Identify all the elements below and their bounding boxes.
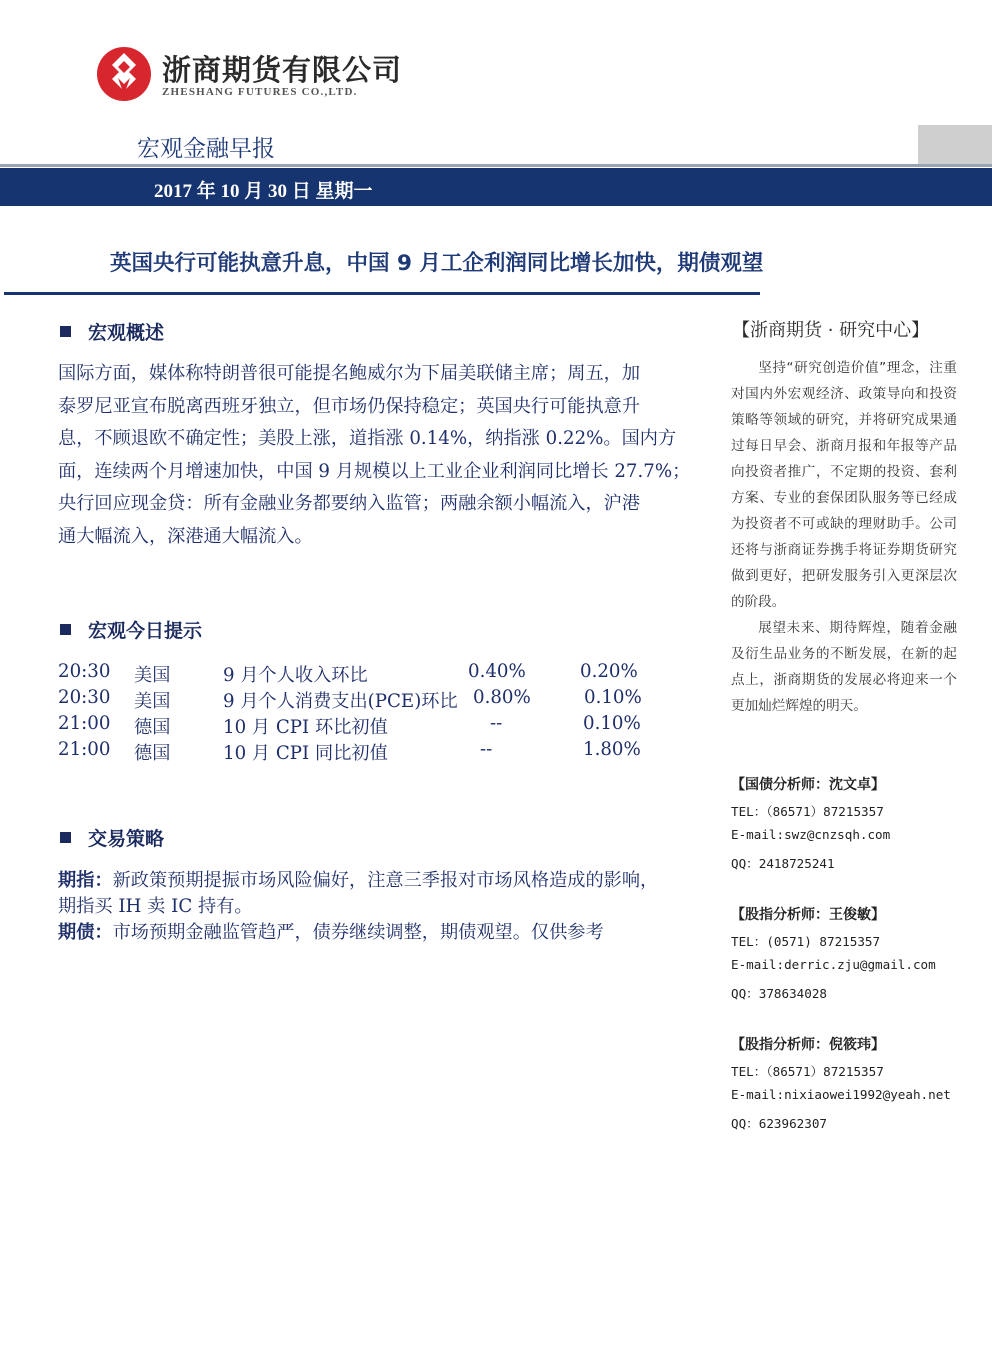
date-band	[0, 168, 992, 206]
report-type-title: 宏观金融早报	[137, 136, 275, 162]
headline-divider	[4, 292, 760, 295]
analyst-qq: QQ：2418725241	[731, 856, 835, 871]
section-heading-today-tips: 宏观今日提示	[60, 616, 202, 643]
headline: 英国央行可能执意升息，中国 9 月工企利润同比增长加快，期债观望	[110, 251, 764, 276]
text-line: 面，连续两个月增速加快，中国 9 月规模以上工业企业利润同比增长 27.7%；	[58, 460, 691, 482]
text-line: 国际方面，媒体称特朗普很可能提名鲍威尔为下届美联储主席；周五，加	[58, 363, 641, 384]
event-current-value: --	[480, 739, 493, 760]
event-previous-value: 0.10%	[583, 713, 641, 734]
event-country: 德国	[134, 717, 171, 738]
analyst-title: 【国债分析师：沈文卓】	[731, 777, 885, 793]
event-country: 德国	[134, 743, 171, 764]
sidebar-outlook-paragraph: 展望未来、期待辉煌，随着金融及衍生品业务的不断发展，在新的起点上，浙商期货的发展必将迎来一个更加灿烂辉煌的明天。	[731, 620, 957, 714]
strategy-label: 期债：	[58, 922, 113, 943]
text-line: 期指买 IH 卖 IC 持有。	[58, 896, 253, 917]
text-line: 央行回应现金贷：所有金融业务都要纳入监管；两融余额小幅流入，沪港	[58, 493, 641, 515]
text-line: 泰罗尼亚宣布脱离西班牙独立，但市场仍保持稳定；英国央行可能执意升	[58, 395, 641, 417]
event-name: 9 月个人消费支出(PCE)环比	[223, 691, 458, 712]
text-line: 期指：新政策预期提振市场风险偏好，注意三季报对市场风格造成的影响，	[58, 870, 659, 891]
analyst-title: 【股指分析师：倪筱玮】	[731, 1037, 885, 1053]
strategy-bond-futures: 期债：市场预期金融监管趋严，债券继续调整，期债观望。仅供参考	[58, 922, 604, 943]
analyst-tel: TEL：（86571）87215357	[731, 804, 884, 819]
analyst-email: E-mail:nixiaowei1992@yeah.net	[731, 1087, 951, 1102]
bullet-square-icon	[60, 326, 71, 337]
header-gray-block	[918, 125, 992, 165]
macro-overview-body	[58, 358, 710, 554]
bullet-square-icon	[60, 832, 71, 843]
analyst-title: 【股指分析师：王俊敏】	[731, 907, 885, 923]
section-heading-strategy: 交易策略	[60, 824, 164, 851]
event-previous-value: 1.80%	[583, 739, 641, 760]
analyst-tel: TEL：（86571）87215357	[731, 1064, 884, 1079]
analyst-email: E-mail:derric.zju@gmail.com	[731, 957, 936, 972]
report-date: 2017 年 10 月 30 日 星期一	[154, 181, 373, 202]
section-heading-macro-overview: 宏观概述	[60, 318, 164, 345]
sidebar-intro-paragraph: 坚持“研究创造价值”理念，注重对国内外宏观经济、政策导向和投资策略等领域的研究，并将研究成果通过每日早会、浙商月报和年报等产品向投资者推广，不定期的投资、套利方案、专业的套保团队服务等已经成为投资者不可或缺的理财助手。公司还将与浙商证券携手将证券期货研究做到更好，把研发服务引入更深层次的阶段。	[731, 360, 957, 610]
event-current-value: --	[490, 713, 503, 734]
analyst-email: E-mail:swz@cnzsqh.com	[731, 827, 891, 842]
event-time: 20:30	[58, 661, 111, 682]
event-current-value: 0.40%	[468, 661, 526, 682]
sidebar-title: 【浙商期货 · 研究中心】	[732, 320, 930, 341]
analyst-qq: QQ：378634028	[731, 986, 827, 1001]
event-time: 21:00	[58, 713, 111, 734]
event-name: 10 月 CPI 同比初值	[223, 743, 388, 764]
strategy-label: 期指：	[58, 870, 113, 891]
header-divider	[0, 164, 992, 167]
text-line: 息，不顾退欧不确定性；美股上涨，道指涨 0.14%，纳指涨 0.22%。国内方	[58, 428, 677, 450]
analyst-tel: TEL：(0571) 87215357	[731, 934, 881, 949]
event-previous-value: 0.20%	[580, 661, 638, 682]
event-time: 20:30	[58, 687, 111, 708]
bullet-square-icon	[60, 624, 71, 635]
company-logo-icon	[96, 46, 152, 102]
event-country: 美国	[134, 691, 171, 712]
strategy-index-futures	[58, 868, 718, 920]
event-previous-value: 0.10%	[584, 687, 642, 708]
event-name: 9 月个人收入环比	[223, 665, 368, 686]
event-name: 10 月 CPI 环比初值	[223, 717, 388, 738]
event-current-value: 0.80%	[473, 687, 531, 708]
company-name-cn: 浙商期货有限公司	[162, 53, 403, 87]
event-country: 美国	[134, 665, 171, 686]
text-line: 通大幅流入，深港通大幅流入。	[58, 525, 313, 547]
analyst-qq: QQ：623962307	[731, 1116, 827, 1131]
event-time: 21:00	[58, 739, 111, 760]
company-name-en: ZHESHANG FUTURES CO.,LTD.	[162, 86, 358, 98]
